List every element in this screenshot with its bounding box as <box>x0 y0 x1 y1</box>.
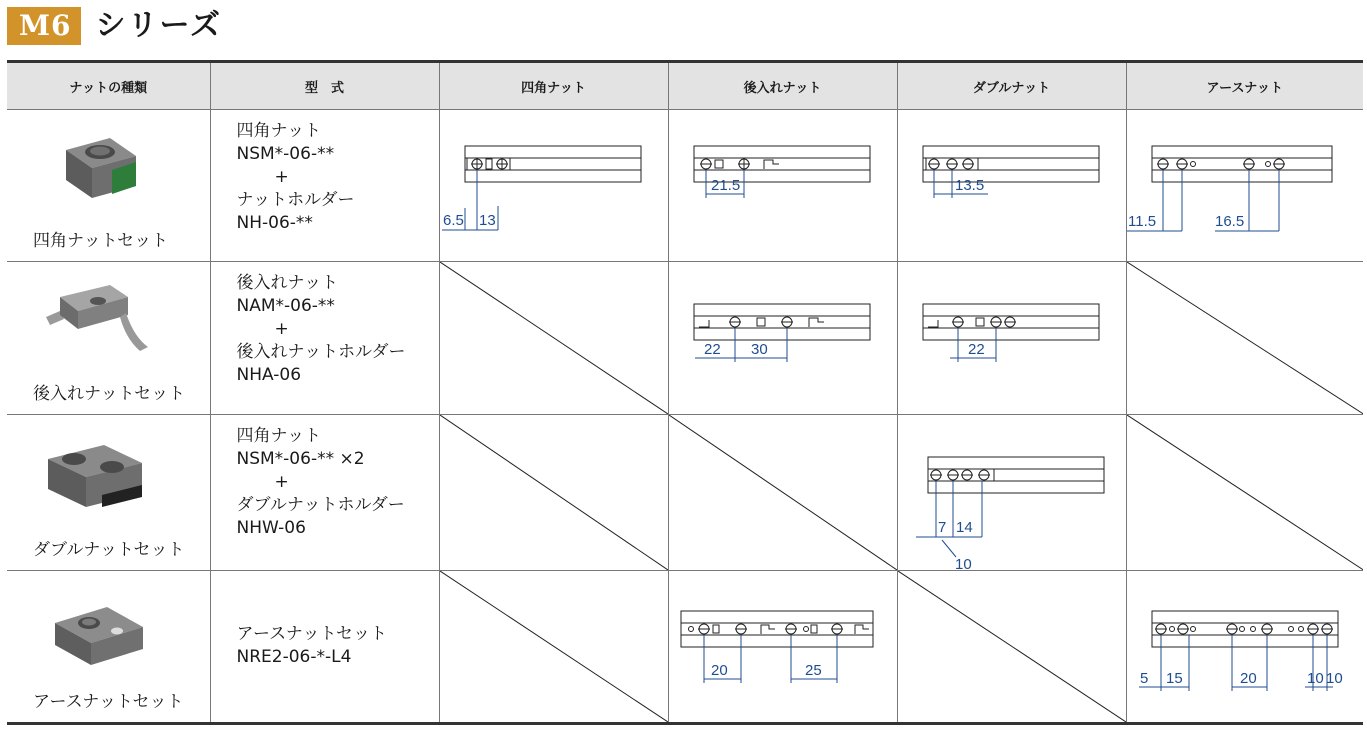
set-name: ダブルナットセット <box>33 540 185 560</box>
model-line: 後入れナット <box>236 273 339 293</box>
square-nut-layout-drawing <box>440 110 669 261</box>
set-name: 四角ナットセット <box>33 231 169 251</box>
not-applicable-slash <box>440 262 668 414</box>
model-line: NH-06-** <box>236 213 313 233</box>
model-line: アースナットセット <box>236 624 387 644</box>
earth-nut-drawing-cell <box>1126 110 1363 262</box>
table-header-row <box>7 62 1363 110</box>
not-applicable-cell <box>439 571 668 724</box>
set-cell <box>7 571 210 724</box>
not-applicable-cell <box>439 262 668 415</box>
double-nut-drawing-cell <box>897 262 1126 415</box>
not-applicable-slash <box>440 415 668 570</box>
not-applicable-cell <box>897 571 1126 724</box>
dim-label: 11.5 <box>1127 213 1156 230</box>
not-applicable-slash <box>1127 415 1364 570</box>
back-nut-drawing-cell <box>668 571 897 724</box>
model-line: NRE2-06-*-L4 <box>236 647 352 667</box>
back-nut-set-image <box>42 277 152 362</box>
not-applicable-cell <box>1126 415 1363 571</box>
col-model: 型 式 <box>210 62 439 110</box>
series-title: シリーズ <box>95 8 222 43</box>
dim-label: 10 <box>1306 670 1324 687</box>
double-nut-layout-drawing <box>898 415 1127 570</box>
double-nut-layout-drawing <box>898 110 1127 261</box>
table-row <box>7 415 1363 571</box>
dim-label: 20 <box>710 662 728 679</box>
dim-label: 10 <box>1325 670 1343 687</box>
table-row <box>7 571 1363 724</box>
model-line: + <box>274 167 289 187</box>
double-nut-set-image <box>42 437 152 522</box>
model-cell <box>210 110 439 262</box>
dim-label: 15 <box>1165 670 1183 687</box>
earth-nut-set-image <box>47 593 157 678</box>
back-nut-layout-drawing <box>669 110 898 261</box>
table-row <box>7 110 1363 262</box>
model-line: + <box>274 319 289 339</box>
not-applicable-slash <box>440 571 668 722</box>
double-nut-drawing-cell <box>897 415 1126 571</box>
square-nut-drawing-cell <box>439 110 668 262</box>
model-line: NSM*-06-** <box>236 144 335 164</box>
dim-label: 10 <box>954 556 972 570</box>
set-cell <box>7 262 210 415</box>
table-row <box>7 262 1363 415</box>
dim-label: 16.5 <box>1214 213 1244 230</box>
col-earth-nut: アースナット <box>1126 62 1363 110</box>
square-nut-set-image <box>52 130 142 210</box>
page-header <box>7 7 222 45</box>
model-line: ナットホルダー <box>236 190 355 210</box>
earth-nut-layout-drawing <box>1127 571 1364 722</box>
col-back-nut: 後入れナット <box>668 62 897 110</box>
not-applicable-slash <box>1127 262 1364 414</box>
not-applicable-cell <box>439 415 668 571</box>
col-square-nut: 四角ナット <box>439 62 668 110</box>
nut-set-table <box>7 60 1363 725</box>
not-applicable-cell <box>1126 262 1363 415</box>
dim-label: 6.5 <box>442 212 464 229</box>
back-nut-drawing-cell <box>668 110 897 262</box>
back-nut-drawing-cell <box>668 262 897 415</box>
double-nut-drawing-cell <box>897 110 1126 262</box>
earth-nut-layout-drawing <box>1127 110 1364 261</box>
set-cell <box>7 110 210 262</box>
model-line: NHA-06 <box>236 365 302 385</box>
back-nut-layout-drawing <box>669 571 898 722</box>
model-line: 四角ナット <box>236 426 322 446</box>
dim-label: 22 <box>967 341 985 358</box>
model-cell <box>210 571 439 724</box>
not-applicable-cell <box>668 415 897 571</box>
model-line: + <box>274 472 289 492</box>
dim-label: 14 <box>955 519 973 536</box>
double-nut-layout-drawing <box>898 262 1127 414</box>
model-line: ダブルナットホルダー <box>236 495 405 515</box>
dim-label: 13.5 <box>954 177 984 194</box>
dim-label: 21.5 <box>710 177 740 194</box>
dim-label: 7 <box>937 519 946 536</box>
model-cell <box>210 415 439 571</box>
col-nut-type: ナットの種類 <box>7 62 210 110</box>
set-cell <box>7 415 210 571</box>
model-cell <box>210 262 439 415</box>
earth-nut-drawing-cell <box>1126 571 1363 724</box>
model-line: NAM*-06-** <box>236 296 335 316</box>
series-badge: M6 <box>7 7 81 45</box>
dim-label: 30 <box>750 341 768 358</box>
back-nut-layout-drawing <box>669 262 898 414</box>
model-line: 四角ナット <box>236 121 322 141</box>
dim-label: 22 <box>703 341 721 358</box>
dim-label: 20 <box>1239 670 1257 687</box>
model-line: NSM*-06-** ×2 <box>236 449 365 469</box>
not-applicable-slash <box>898 571 1126 722</box>
model-line: NHW-06 <box>236 518 306 538</box>
dim-label: 5 <box>1139 670 1148 687</box>
set-name: 後入れナットセット <box>33 384 186 404</box>
model-line: 後入れナットホルダー <box>236 342 406 362</box>
dim-label: 13 <box>478 212 496 229</box>
dim-label: 25 <box>804 662 822 679</box>
set-name: アースナットセット <box>33 692 184 712</box>
not-applicable-slash <box>669 415 897 570</box>
col-double-nut: ダブルナット <box>897 62 1126 110</box>
